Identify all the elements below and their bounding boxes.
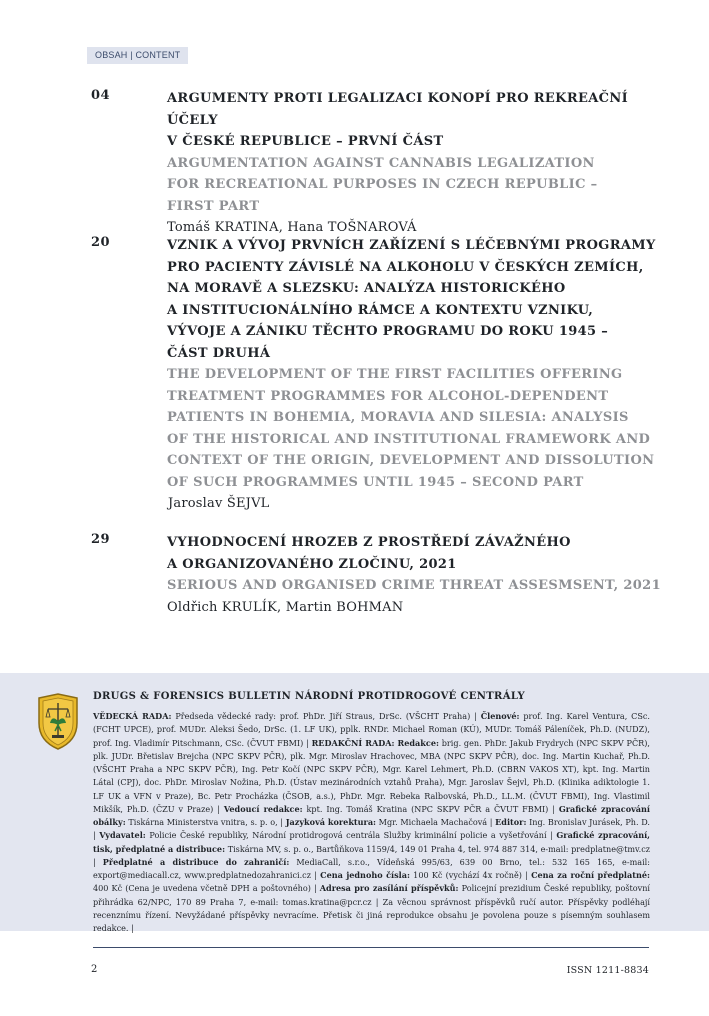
imprint-label: Jazyková korektura: (285, 817, 377, 827)
toc-authors: Tomáš KRATINA, Hana TOŠNAROVÁ (167, 220, 417, 235)
section-tag: OBSAH | CONTENT (87, 47, 188, 64)
imprint-label: Členové: (480, 711, 520, 721)
toc-title-cz-line: A INSTITUCIONÁLNÍHO RÁMCE A KONTEXTU VZNIKU, (167, 302, 594, 318)
toc-title-en-line: CONTEXT OF THE ORIGIN, DEVELOPMENT AND DISSOLUTION (167, 453, 655, 468)
toc-title-cz-line: V ČESKÉ REPUBLICE – PRVNÍ ČÁST (167, 134, 444, 149)
toc-title-en-line: SERIOUS AND ORGANISED CRIME THREAT ASSESMSENT, 2021 (167, 578, 661, 593)
page-number: 2 (91, 964, 98, 975)
imprint-label: Cena za roční předplatné: (531, 870, 651, 880)
toc-title-en-line: FIRST PART (167, 198, 260, 214)
toc-title-cz (167, 88, 667, 153)
police-shield-icon (35, 693, 81, 751)
imprint-text: MediaCall, s.r.o., Vídeňská 995/63, 639 00 Brno, tel.: 532 165 165, e-mail: export@mediacall.cz, www.predplatnedozahranici.cz | (93, 856, 650, 880)
toc-title-en-line: THE DEVELOPMENT OF THE FIRST FACILITIES OFFERING (167, 367, 623, 382)
imprint-text: Ing. Bronislav Jurásek, Ph. D. | (93, 817, 651, 841)
bulletin-imprint (0, 673, 709, 931)
imprint-text: 100 Kč (vychází 4x ročně) | (409, 870, 532, 880)
toc-title-en-line: OF THE HISTORICAL AND INSTITUTIONAL FRAMEWORK AND (167, 431, 651, 447)
toc-page-number: 04 (91, 88, 111, 103)
imprint-label: Vydavatel: (99, 830, 146, 841)
imprint-text: kpt. Ing. Tomáš Kratina (NPC SKPV PČR a ČVUT FBMI) | (302, 803, 559, 814)
toc-title-en-line: PATIENTS IN BOHEMIA, MORAVIA AND SILESIA: ANALYSIS (167, 410, 629, 425)
toc-authors: Jaroslav ŠEJVL (168, 496, 270, 511)
footer-rule (93, 947, 649, 948)
imprint-text: prof. Ing. Karel Ventura, CSc. (FCHT UPCE), prof. MUDr. Aleksi Šedo, DrSc. (1. LF UK), pplk. RNDr. Michael Roman (KÚ), MUDr. Tomáš Páleníček, Ph.D. (NUDZ), prof. Ing. Vladimír Pitschmann, CSc. (ČVUT FBMI) | (93, 711, 650, 748)
imprint-label: Adresa pro zasílání příspěvků: (319, 883, 459, 894)
toc-title-cz (167, 532, 667, 575)
toc-title-en-line: TREATMENT PROGRAMMES FOR ALCOHOL-DEPENDENT (167, 388, 609, 404)
toc-title-cz-line: NA MORAVĚ A SLEZSKU: ANALÝZA HISTORICKÉHO (167, 281, 566, 296)
toc-title-cz-line: ČÁST DRUHÁ (167, 345, 271, 361)
bulletin-title: DRUGS & FORENSICS BULLETIN NÁRODNÍ PROTIDROGOVÉ CENTRÁLY (93, 691, 526, 702)
toc-page-number: 29 (91, 532, 111, 547)
imprint-text: Předseda vědecké rady: prof. PhDr. Jiří Straus, DrSc. (VŠCHT Praha) | (171, 711, 481, 721)
toc-title-en-line: FOR RECREATIONAL PURPOSES IN CZECH REPUBLIC – (167, 177, 598, 192)
toc-title-cz-line: VYHODNOCENÍ HROZEB Z PROSTŘEDÍ ZÁVAŽNÉHO (167, 535, 571, 550)
imprint-text: brig. gen. PhDr. Jakub Frydrych (NPC SKPV PČR), plk. JUDr. Břetislav Brejcha (NPC SKPV PČR), plk. Mgr. Miroslav Hrachovec, MBA (NPC SKPV PČR), doc. Ing. Martin Kuchař, Ph.D. (VŠCHT Praha a NPC SKPV PČR), Ing. Petr Kočí (NPC SKPV PČR), Mgr. Karel Lehmert, Ph.D. (CBRN VAKOS XT), kpt. Ing. Martin Látal (CPJ), doc. PhDr. Miroslav Nožina, Ph.D. (Ústav mezinárodních vztahů Praha), Mgr. Jaroslav Šejvl, Ph.D. (Klinika adiktologie 1. LF UK a VFN v Praze), Bc. Petr Procházka (ČSOB, a.s.), PhDr. Mgr. Rebeka Ralbovská, Ph.D., LL.M. (ČVUT FBMI), Ing. Vlastimil Mikšík, Ph.D. (ČZU v Praze) | (93, 737, 650, 814)
toc-title-en (167, 575, 667, 597)
toc-title-en-line: OF SUCH PROGRAMMES UNTIL 1945 – SECOND PART (167, 474, 584, 490)
toc-title-cz-line: ARGUMENTY PROTI LEGALIZACI KONOPÍ PRO REKREAČNÍ ÚČELY (167, 91, 629, 128)
imprint-label: Editor: (495, 817, 527, 827)
toc-title-cz-line: A ORGANIZOVANÉHO ZLOČINU, 2021 (167, 556, 457, 572)
toc-title-en (167, 364, 667, 493)
imprint-text: Policejní prezidium České republiky, poštovní přihrádka 62/NPC, 170 89 Praha 7, e-mail: tomas.kratina@pcr.cz | Za věcnou správnost příspěvků ručí autor. Příspěvky podléhají recenznímu řízení. Nevyžádané příspěvky nevracíme. Přetisk či jiná reprodukce obsahu je povolena pouze s písemným souhlasem redakce. | (93, 883, 651, 933)
imprint-text: Mgr. Michaela Machačová | (376, 817, 496, 827)
toc-title-en-line: ARGUMENTATION AGAINST CANNABIS LEGALIZATION (167, 155, 595, 171)
toc-authors: Oldřich KRULÍK, Martin BOHMAN (167, 599, 404, 615)
imprint-text: 400 Kč (Cena je uvedena včetně DPH a poštovného) | (93, 883, 320, 894)
imprint-label: Grafické zpracování, tisk, předplatné a distribuce: (93, 830, 650, 854)
imprint-label: Předplatné a distribuce do zahraničí: (102, 856, 290, 867)
toc-title-cz-line: PRO PACIENTY ZÁVISLÉ NA ALKOHOLU V ČESKÝCH ZEMÍCH, (167, 259, 644, 275)
toc-title-cz (167, 235, 667, 364)
toc-page-number: 20 (91, 235, 111, 250)
bulletin-text (93, 710, 650, 935)
imprint-text: Tiskárna MV, s. p. o., Bartůňkova 1159/4, 149 01 Praha 4, tel. 974 887 314, e-mail: predplatne@tmv.cz | (93, 843, 650, 867)
toc-title-cz-line: VÝVOJE A ZÁNIKU TĚCHTO PROGRAMU DO ROKU 1945 – (167, 324, 609, 339)
imprint-text: Policie České republiky, Národní protidrogová centrála Služby kriminální policie a vyšetřování | (145, 830, 557, 841)
toc-title-en (167, 153, 667, 218)
imprint-label: REDAKČNÍ RADA: Redakce: (311, 737, 439, 748)
issn: ISSN 1211-8834 (566, 965, 649, 976)
imprint-label: Grafické zpracování obálky: (93, 803, 651, 827)
imprint-label: Vedoucí redakce: (223, 803, 303, 814)
imprint-label: Cena jednoho čísla: (320, 870, 410, 880)
imprint-label: VĚDECKÁ RADA: (93, 711, 172, 721)
toc-title-cz-line: VZNIK A VÝVOJ PRVNÍCH ZAŘÍZENÍ S LÉČEBNÝMI PROGRAMY (167, 238, 656, 253)
imprint-text: Tiskárna Ministerstva vnitra, s. p. o, | (125, 817, 286, 827)
